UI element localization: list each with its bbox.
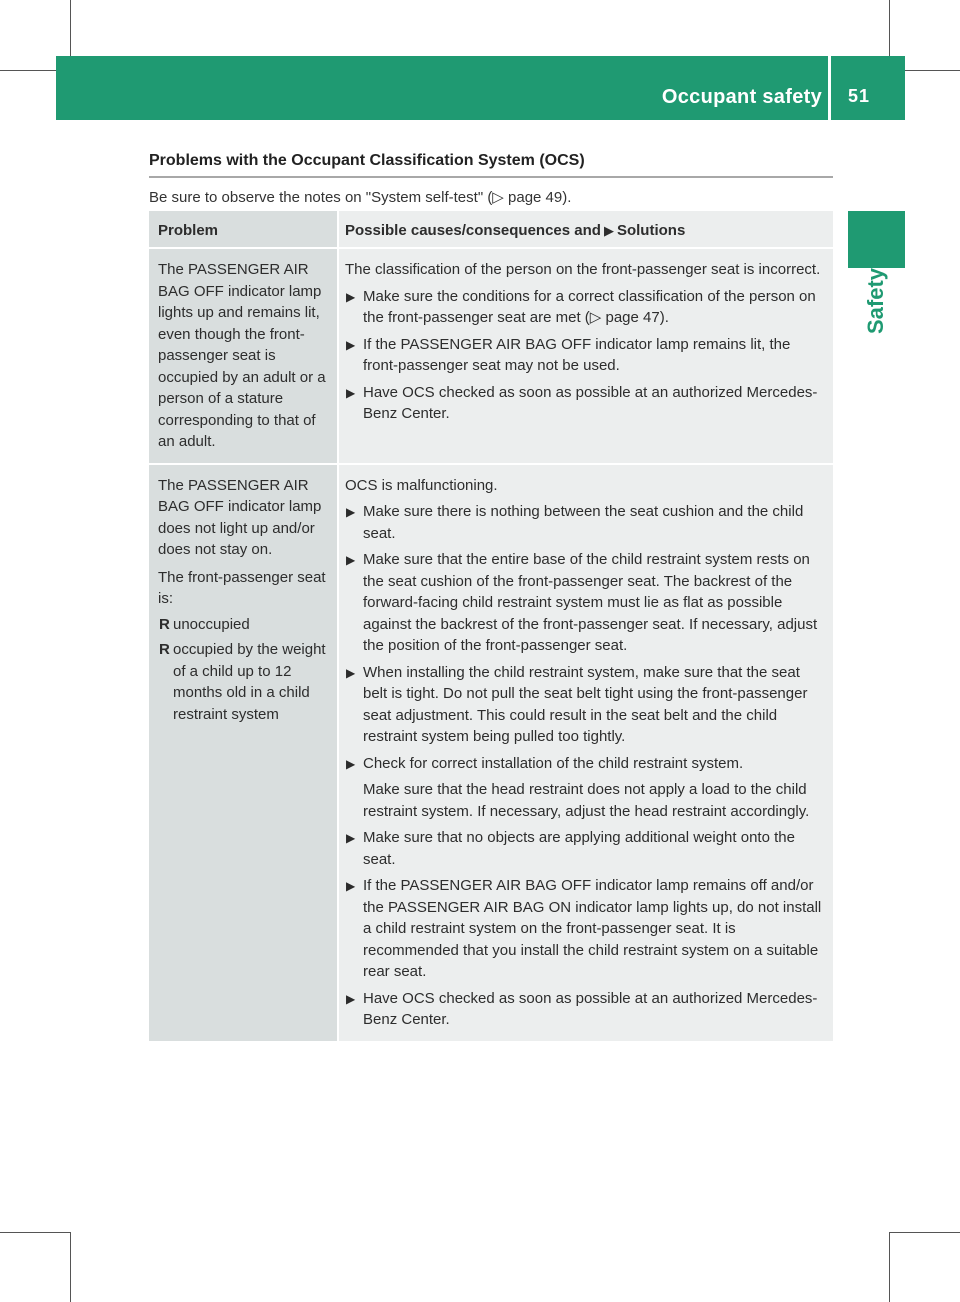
step-arrow-icon: ▶ bbox=[346, 289, 356, 304]
step-text: If the PASSENGER AIR BAG OFF indicator lamp remains lit, the front-passenger seat may not be used. bbox=[363, 335, 791, 374]
list-item bbox=[158, 639, 333, 725]
step-text: Make sure that no objects are applying additional weight onto the seat. bbox=[363, 829, 795, 868]
table-header-row bbox=[149, 211, 833, 247]
section-title: Problems with the Occupant Classification System (OCS) bbox=[149, 152, 585, 169]
header-divider bbox=[828, 56, 831, 120]
bullet-icon: R bbox=[159, 615, 170, 633]
crop-mark bbox=[0, 1232, 70, 1233]
step-text: Make sure that the entire base of the child restraint system rests on the seat cushion of the front-passenger seat. The backrest of the forward-facing child restraint system must lie as flat as possible against the backrest of the front-passenger seat. If necessary, adjust the position of the front-passenger seat. bbox=[363, 551, 818, 654]
side-tab bbox=[848, 211, 905, 268]
page-number: 51 bbox=[848, 86, 871, 106]
crop-mark bbox=[889, 1232, 890, 1302]
header-section-title: Occupant safety bbox=[661, 86, 822, 108]
header-solutions bbox=[339, 211, 833, 247]
step-note: Make sure that the head restraint does not apply a load to the child restraint system. If necessary, adjust the head restraint accordingly. bbox=[363, 781, 810, 820]
solution-step bbox=[345, 875, 827, 983]
header-solutions-pre: Possible causes/consequences and bbox=[345, 222, 601, 239]
step-text: Have OCS checked as soon as possible at an authorized Mercedes-Benz Center. bbox=[363, 989, 818, 1028]
solution-step bbox=[345, 988, 827, 1031]
solution-cell bbox=[339, 465, 833, 1041]
step-arrow-icon: ▶ bbox=[346, 665, 356, 680]
problem-cell bbox=[149, 249, 337, 463]
step-arrow-icon: ▶ bbox=[346, 991, 356, 1006]
solution-step bbox=[345, 549, 827, 657]
cause-text: The classification of the person on the front-passenger seat is incorrect. bbox=[345, 261, 821, 278]
header-problem: Problem bbox=[149, 211, 337, 247]
cause-text: OCS is malfunctioning. bbox=[345, 476, 498, 494]
solution-step bbox=[345, 753, 827, 775]
step-arrow-icon: ▶ bbox=[603, 223, 614, 238]
solution-step bbox=[345, 382, 827, 425]
solution-step bbox=[345, 334, 827, 377]
step-arrow-icon: ▶ bbox=[346, 831, 356, 845]
problem-text: The PASSENGER AIR BAG OFF indicator lamp lights up and remains lit, even though the front-passenger seat is occupied by an adult or a person of a stature corresponding to that of an adult. bbox=[158, 261, 326, 450]
step-text: Make sure there is nothing between the seat cushion and the child seat. bbox=[363, 503, 804, 542]
step-text: When installing the child restraint system, make sure that the seat belt is tight. Do not pull the seat belt tight using the front-passenger seat adjustment. This could result in the seat belt and the child restraint system being pulled too tightly. bbox=[363, 663, 808, 745]
header-solutions-post: Solutions bbox=[616, 222, 686, 239]
step-text: Make sure the conditions for a correct classification of the person on the front-passenger seat are met (▷ page 47). bbox=[363, 287, 816, 326]
solution-cell bbox=[339, 249, 833, 463]
crop-mark bbox=[889, 1232, 960, 1233]
intro-text: Be sure to observe the notes on "System self-test" (▷ page 49). bbox=[149, 189, 572, 206]
problems-table bbox=[149, 211, 833, 1041]
bullet-icon: R bbox=[159, 641, 170, 658]
table-row bbox=[149, 247, 833, 463]
solution-step bbox=[345, 827, 827, 870]
problem-extra-text: The front-passenger seat is: bbox=[158, 568, 326, 607]
step-text: Have OCS checked as soon as possible at an authorized Mercedes-Benz Center. bbox=[363, 383, 818, 422]
problem-text: The PASSENGER AIR BAG OFF indicator lamp does not light up and/or does not stay on. bbox=[158, 476, 322, 558]
solution-step bbox=[345, 501, 827, 544]
step-arrow-icon: ▶ bbox=[346, 756, 356, 771]
bullet-text: occupied by the weight of a child up to 12 months old in a child restraint system bbox=[173, 641, 326, 723]
step-text: If the PASSENGER AIR BAG OFF indicator lamp remains off and/or the PASSENGER AIR BAG ON indicator lamp lights up, do not install a child restraint system on the front-passenger seat. It is recommended that you install the child restraint system on a suitable rear seat. bbox=[363, 877, 822, 980]
step-arrow-icon: ▶ bbox=[346, 879, 356, 893]
title-rule bbox=[149, 176, 833, 178]
table-row bbox=[149, 463, 833, 1041]
step-arrow-icon: ▶ bbox=[346, 337, 356, 352]
step-arrow-icon: ▶ bbox=[346, 553, 356, 567]
bullet-text: unoccupied bbox=[173, 615, 250, 633]
step-arrow-icon: ▶ bbox=[346, 505, 356, 519]
step-text: Check for correct installation of the child restraint system. bbox=[363, 754, 744, 772]
solution-step bbox=[345, 286, 827, 329]
solution-step bbox=[345, 662, 827, 748]
list-item bbox=[158, 614, 333, 636]
crop-mark bbox=[70, 1232, 71, 1302]
problem-cell bbox=[149, 465, 337, 1041]
side-label: Safety bbox=[863, 267, 888, 335]
step-arrow-icon: ▶ bbox=[346, 385, 356, 400]
